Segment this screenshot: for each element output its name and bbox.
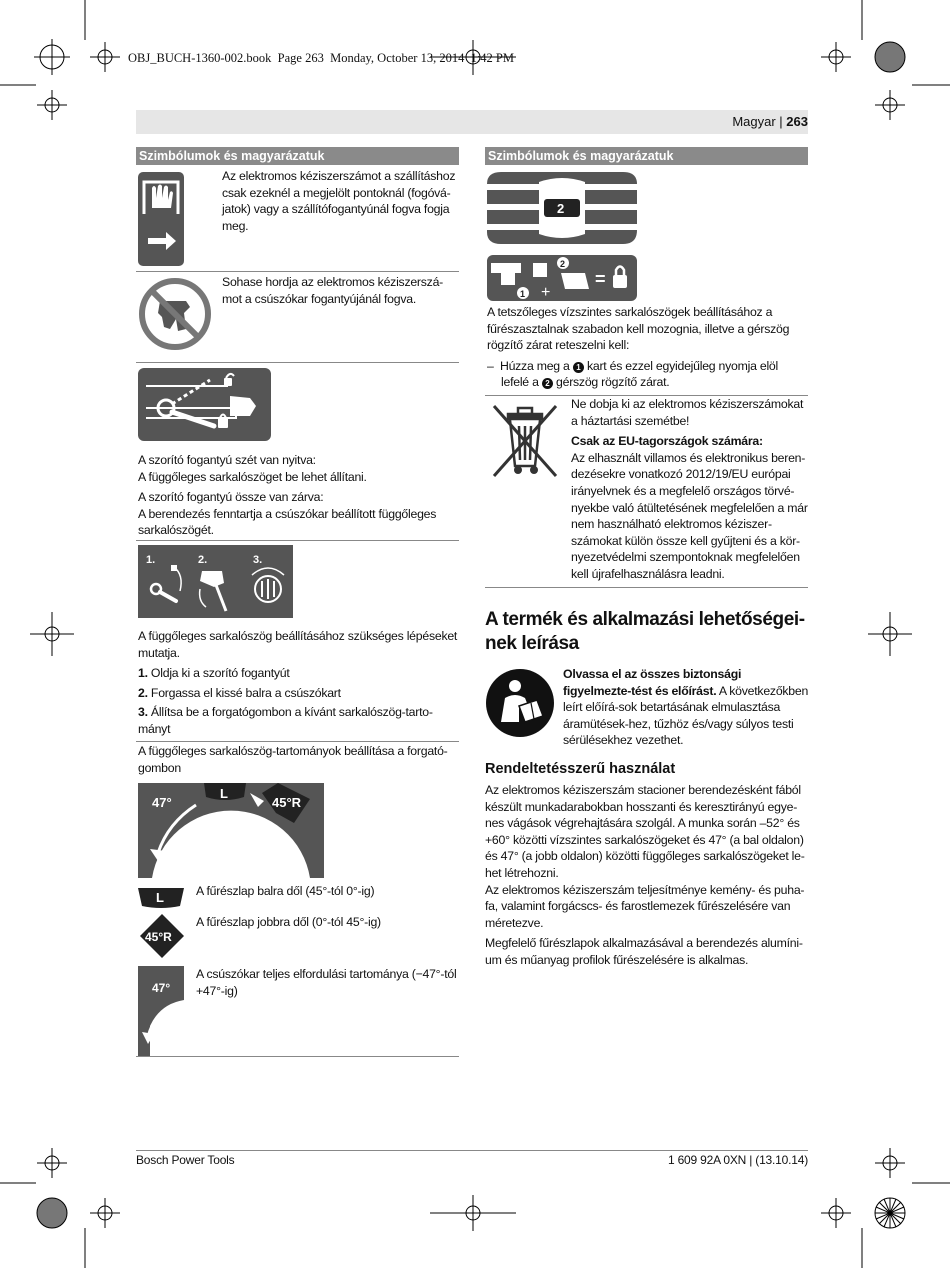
divider: [136, 741, 459, 742]
right-section-title: Szimbólumok és magyarázatuk: [485, 147, 808, 165]
page-header: [732, 114, 808, 129]
step-2: 2. Forgassa el kissé balra a csúszókart: [138, 685, 341, 700]
miter-lock-figure: [487, 255, 637, 301]
intended-p1: Az elektromos kéziszerszám stacioner berendezésként fából készült munkadarabokban hosszanti és keresztirányú egye-nes vágások végrehajtására szolgál. A munka során –52° és +60° közötti vízszintes sarkalószögeket és 47° (a bal oldalon) és 47° (a jobb oldalon) közötti függőleges sarkalószögeket le-het létrehozni.: [485, 783, 805, 880]
lock-fig-one: 1: [520, 289, 526, 299]
divider: [485, 587, 808, 588]
eu-title: Csak az EU-tagországok számára:: [571, 434, 763, 449]
knob-left-deg: 47°: [152, 795, 172, 810]
clamp-open-desc: A függőleges sarkalószöget be lehet állítani.: [138, 469, 367, 484]
read-manual-icon: [485, 668, 555, 738]
full-range-label: 47°: [152, 981, 171, 995]
lock-fig-two: 2: [560, 259, 566, 269]
step-1: 1. Oldja ki a szorító fogantyút: [138, 666, 290, 681]
knob-intro: A függőleges sarkalószög-tartományok beállítása a forgató-gombon: [138, 744, 448, 775]
tilt-left-badge: [138, 886, 184, 908]
page-number: 263: [786, 114, 808, 129]
read-warning-text: A következőkben leírt előírá-sok betartásának elmulasztása áramütések-hez, tűzhöz és/vagy súlyos testi sérülésekhez vezethet.: [563, 683, 809, 748]
tilt-left-text: A fűrészlap balra dől (45°-tól 0°-ig): [196, 884, 375, 898]
carry-text: Az elektromos kéziszerszámot a szállításhoz csak ezeknél a megjelölt pontoknál (fogóvá-jatok) vagy a szállítófogantyúnál fogva fogja meg.: [222, 169, 456, 233]
intended-p2: Az elektromos kéziszerszám teljesítménye kemény- és puha-fa, valamint forgácscs- és farostlemezek fűrészelésére van méretezve.: [485, 882, 805, 930]
divider: [136, 540, 459, 541]
weee-text: Ne dobja ki az elektromos kéziszerszámokat a háztartási szemétbe!: [571, 397, 804, 428]
read-warning: [563, 666, 810, 749]
full-range-text: A csúszókar teljes elfordulási tartománya (−47°-tól +47°-ig): [196, 967, 457, 998]
knob-right: 45°R: [272, 795, 302, 810]
footer-left: Bosch Power Tools: [136, 1153, 235, 1167]
clamp-open-text: [138, 452, 458, 539]
divider: [136, 362, 459, 363]
read-warning-bold: Olvassa el az összes biztonsági figyelmezte-tést és előírást.: [563, 667, 742, 698]
footer-right: 1 609 92A 0XN | (13.10.14): [667, 1153, 808, 1167]
lever-number: 2: [557, 201, 565, 216]
callout-1: 1: [573, 362, 584, 373]
miter-lever-figure: [487, 172, 637, 244]
crossed-bin-icon: [488, 400, 562, 480]
carry-handles-icon: [138, 172, 184, 266]
intended-use-title: Rendeltetésszerű használat: [485, 761, 676, 777]
product-section-title: A termék és alkalmazási lehetőségei- nek leírása: [485, 609, 805, 654]
no-carry-by-slide-arm-icon: [138, 277, 212, 351]
clamp-closed-desc: A berendezés fenntartja a csúszókar beállított függőleges sarkalószögét.: [138, 506, 437, 538]
print-slug: OBJ_BUCH-1360-002.book Page 263 Monday, October 13, 2014 1:42 PM: [128, 51, 514, 65]
divider: [136, 1056, 459, 1057]
steps-intro: A függőleges sarkalószög beállításához szükséges lépéseket mutatja.: [138, 629, 458, 660]
divider: [136, 271, 459, 272]
lock-fig-plus: +: [541, 284, 551, 301]
miter-instructions: [487, 304, 808, 391]
bevel-range-knob-figure: [138, 783, 324, 878]
tilt-left-label: L: [156, 890, 164, 905]
left-section-title: Szimbólumok és magyarázatuk: [136, 147, 459, 165]
callout-2: 2: [542, 378, 553, 389]
bevel-steps-icon: [138, 545, 293, 618]
header-bar: [136, 110, 808, 134]
header-language: Magyar: [732, 114, 776, 129]
miter-intro: A tetszőleges vízszintes sarkalószögek beállításához a fűrészasztalnak szabadon kell mozognia, illetve a gérszög rögzítő zárat reteszelni kell:: [487, 305, 790, 353]
step-1-label: 1.: [146, 554, 156, 566]
tilt-right-label: 45°R: [145, 930, 172, 944]
steps-block: [138, 628, 458, 738]
step-2-label: 2.: [198, 554, 208, 566]
header-separator: |: [775, 114, 787, 129]
weee-block: [571, 396, 809, 583]
eu-text: Az elhasznált villamos és elektronikus beren-dezésekre vonatkozó 2012/19/EU európai irányelvnek és a megfelelő országos törvé-nyekbe való átültetésének megfelelően a már nem használható elektromos kéziszer-számokat külön össze kell gyűjteni és a kör-nyezetvédelmi szempontoknak megfelelően kell újrafelhasználásra leadni.: [571, 450, 808, 581]
clamp-open-title: A szorító fogantyú szét van nyitva:: [138, 453, 316, 467]
intended-use-text: [485, 782, 809, 969]
miter-step: – Húzza meg a 1 kart és ezzel egyidejűleg nyomja elöl lefelé a 2 gérszög rögzítő zárat.: [487, 358, 779, 390]
lock-fig-equals: =: [595, 269, 606, 289]
tilt-right-text: A fűrészlap jobbra dől (0°-tól 45°-ig): [196, 915, 381, 929]
footer-rule: [136, 1150, 808, 1151]
full-range-badge: [138, 966, 184, 1056]
clamp-closed-title: A szorító fogantyú össze van zárva:: [138, 490, 324, 505]
step-3-label: 3.: [253, 554, 263, 566]
knob-letter: L: [220, 786, 228, 801]
step-3: 3. Állítsa be a forgatógombon a kívánt sarkalószög-tarto-mányt: [138, 705, 433, 736]
tilt-right-badge: [138, 912, 186, 960]
no-carry-text: Sohase hordja az elektromos kéziszerszá-mot a csúszókar fogantyújánál fogva.: [222, 275, 444, 306]
clamp-handle-icon: [138, 368, 271, 441]
intended-p3: Megfelelő fűrészlapok alkalmazásával a berendezés alumíni-um és műanyag profilok fűrészelésére is alkalmas.: [485, 936, 803, 967]
